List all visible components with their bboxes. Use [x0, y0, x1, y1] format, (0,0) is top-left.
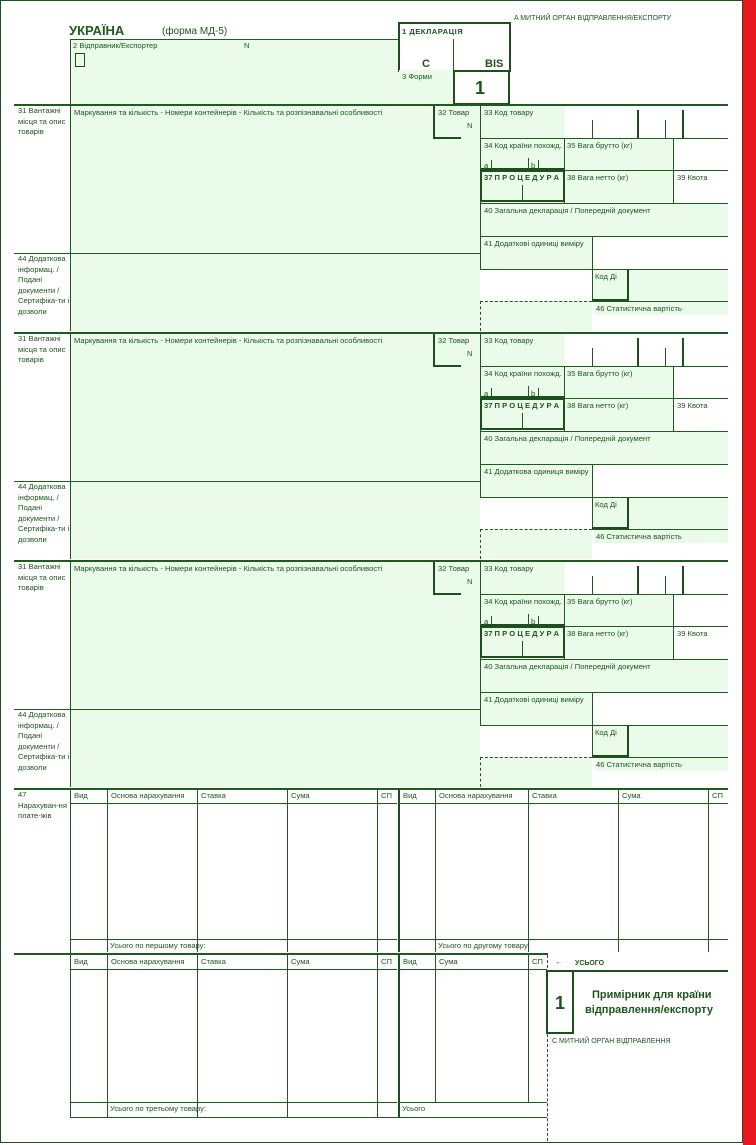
- pay-third-header-2: Ставка: [201, 957, 226, 966]
- commodity-code-label: 33 Код товару: [484, 336, 534, 345]
- dashed-top: [480, 301, 592, 302]
- pay-first-header-line: [70, 803, 397, 804]
- code-tick-2: [637, 566, 639, 594]
- declaration-c-label: C: [422, 58, 430, 70]
- pay-second-header-3: Сума: [622, 791, 641, 800]
- pay-second-header-1: Основа нарахування: [439, 791, 513, 800]
- origin-b-tick-1: [528, 158, 529, 170]
- row-line-44: [480, 269, 728, 270]
- supp-units-label: 41 Додаткова одиниця виміру: [484, 467, 589, 476]
- pay-first-col-2: [287, 789, 288, 952]
- col-line-41: [592, 236, 593, 301]
- stat-value-label: 46 Статистична вартість: [596, 760, 682, 769]
- item-n-label: N: [467, 577, 473, 586]
- add-info-separator: [14, 709, 480, 710]
- pay-fourth-total-label: Усього: [402, 1104, 426, 1113]
- marks-field[interactable]: [70, 334, 480, 481]
- origin-a-tick: [491, 616, 492, 625]
- col-line-39: [673, 366, 674, 431]
- item-box-left: [433, 334, 435, 366]
- net-weight-label: 38 Вага нетто (кг): [567, 629, 629, 638]
- pay-fourth-header-1: Сума: [439, 957, 458, 966]
- supp-units-label: 41 Додаткові одиниці виміру: [484, 239, 584, 248]
- pay-second-header-2: Ставка: [532, 791, 557, 800]
- code-tick-1: [592, 348, 593, 366]
- origin-a-label: a: [484, 389, 489, 398]
- quota-label: 39 Квота: [677, 629, 708, 638]
- pay-second-header-4: СП: [712, 791, 723, 800]
- pay-third-header-line: [70, 969, 397, 970]
- item-box-bottom: [433, 137, 461, 139]
- declaration-label: 1 ДЕКЛАРАЦІЯ: [402, 27, 464, 36]
- marks-field[interactable]: [70, 106, 480, 253]
- marks-label: Маркування та кількість - Номери контейнерів - Кількість та розпізнавальні особливості: [74, 336, 383, 345]
- procedure-label: 37 П Р О Ц Е Д У Р А: [484, 629, 560, 638]
- pay-first-header-0: Вид: [74, 791, 88, 800]
- row-line-41: [480, 692, 728, 693]
- forms-label: 3 Форми: [402, 72, 433, 81]
- row-line-34: [480, 594, 728, 595]
- stat-value-field[interactable]: [481, 529, 592, 559]
- origin-b-label: b: [531, 617, 536, 626]
- item-n-label: N: [467, 349, 473, 358]
- grand-total-arrow: ←: [555, 957, 563, 966]
- exporter-checkbox[interactable]: [75, 53, 85, 67]
- add-info-separator: [14, 253, 480, 254]
- col-line-41: [592, 464, 593, 529]
- cargo-label: 31 Вантажні місця та опис товарів: [18, 562, 66, 592]
- net-weight-label: 38 Вага нетто (кг): [567, 401, 629, 410]
- exporter-label: 2 Відправник/Експортер: [73, 41, 158, 50]
- stat-value-label: 46 Статистична вартість: [596, 532, 682, 541]
- row-line-40: [480, 203, 728, 204]
- item-n-label: N: [467, 121, 473, 130]
- row-line-44: [480, 725, 728, 726]
- gross-weight-label: 35 Вага брутто (кг): [567, 141, 633, 150]
- code-di-hook-h: [592, 299, 629, 301]
- pay-third-col-2: [287, 955, 288, 1118]
- col-line-39: [673, 138, 674, 203]
- dashed-left: [480, 529, 481, 559]
- code-tick-1: [592, 576, 593, 594]
- pay-third-col-0: [107, 955, 108, 1118]
- origin-b-tick-1: [528, 386, 529, 398]
- prev-document-label: 40 Загальна декларація / Попередній документ: [484, 434, 651, 443]
- procedure-tick: [522, 413, 523, 430]
- pay-second-total-label: Усього по другому товару:: [438, 941, 530, 950]
- pay-third-header-1: Основа нарахування: [111, 957, 185, 966]
- row-line-46: [592, 529, 728, 530]
- code-di-label: Код Ді: [595, 500, 617, 509]
- code-tick-1: [592, 120, 593, 138]
- pay-first-total-line: [70, 939, 397, 940]
- dashed-left: [480, 757, 481, 787]
- pay-third-col-3: [377, 955, 378, 1118]
- marks-field[interactable]: [70, 562, 480, 709]
- pay-divider-1: [398, 789, 400, 952]
- col-line-41: [592, 692, 593, 757]
- code-di-hook-v: [627, 269, 629, 301]
- origin-b-tick-1: [528, 614, 529, 626]
- form-name: (форма МД-5): [162, 26, 228, 37]
- left-column-line: [70, 334, 71, 559]
- code-di-hook-h: [592, 755, 629, 757]
- pay-third-header-3: Сума: [291, 957, 310, 966]
- pay-first-header-2: Ставка: [201, 791, 226, 800]
- code-tick-4: [682, 338, 684, 366]
- pay-third-total-line: [70, 1102, 397, 1103]
- pay-third-total-label: Усього по третьому товару:: [110, 1104, 207, 1113]
- pay-third-header-0: Вид: [74, 957, 88, 966]
- code-tick-3: [665, 120, 666, 138]
- pay-first-header-1: Основа нарахування: [111, 791, 185, 800]
- left-column-line: [70, 106, 71, 331]
- pay-second-col-1: [528, 789, 529, 952]
- pay-third-header-4: СП: [381, 957, 392, 966]
- code-di-label: Код Ді: [595, 728, 617, 737]
- code-di-hook-h: [592, 527, 629, 529]
- marks-label: Маркування та кількість - Номери контейнерів - Кількість та розпізнавальні особливості: [74, 564, 383, 573]
- cargo-label: 31 Вантажні місця та опис товарів: [18, 334, 66, 364]
- pay-second-total-line: [399, 939, 728, 940]
- pay-first-col-3: [377, 789, 378, 952]
- row-line-46: [592, 757, 728, 758]
- dashed-top: [480, 529, 592, 530]
- origin-b-tick-2: [538, 616, 539, 625]
- form-number: 1: [475, 78, 486, 98]
- add-info-field[interactable]: [70, 253, 480, 331]
- origin-a-label: a: [484, 161, 489, 170]
- left-column-line: [70, 562, 71, 787]
- pay-third-col-1: [197, 955, 198, 1118]
- origin-country-label: 34 Код країни похожд.: [484, 597, 562, 606]
- pay-first-header-3: Сума: [291, 791, 310, 800]
- origin-b-label: b: [531, 161, 536, 170]
- marks-label: Маркування та кількість - Номери контейнерів - Кількість та розпізнавальні особливості: [74, 108, 383, 117]
- item-label: 32 Товар: [438, 336, 470, 345]
- origin-a-tick: [491, 388, 492, 397]
- item-label: 32 Товар: [438, 108, 470, 117]
- dashed-left: [480, 301, 481, 331]
- stat-value-label: 46 Статистична вартість: [596, 304, 682, 313]
- pay-fourth-col-1: [435, 955, 436, 1102]
- code-tick-2: [637, 338, 639, 366]
- origin-b-label: b: [531, 389, 536, 398]
- pay-fourth-col-2: [528, 955, 529, 1102]
- code-di-label: Код Ді: [595, 272, 617, 281]
- row-line-41: [480, 464, 728, 465]
- pay-first-header-4: СП: [381, 791, 392, 800]
- add-info-label: 44 Додаткова інформац. / Подані документи / Сертифіка-ти і дозволи: [18, 254, 70, 316]
- payments-label: 47 Нарахуван-ня плате-жів: [18, 790, 67, 820]
- commodity-code-label: 33 Код товару: [484, 108, 534, 117]
- copy-title-line1: Примірник для країни: [592, 989, 712, 1001]
- copy-customs-label: C МИТНИЙ ОРГАН ВІДПРАВЛЕННЯ: [552, 1038, 671, 1045]
- dashed-top: [480, 757, 592, 758]
- cargo-label: 31 Вантажні місця та опис товарів: [18, 106, 66, 136]
- code-tick-2: [637, 110, 639, 138]
- procedure-label: 37 П Р О Ц Е Д У Р А: [484, 401, 560, 410]
- declaration-bis-label: BIS: [485, 58, 504, 70]
- pay-fourth-header-2: СП: [532, 957, 543, 966]
- gross-weight-label: 35 Вага брутто (кг): [567, 369, 633, 378]
- code-di-hook-v: [627, 725, 629, 757]
- pay-first-col-1: [197, 789, 198, 952]
- row-line-40: [480, 659, 728, 660]
- origin-a-label: a: [484, 617, 489, 626]
- row-line-46: [592, 301, 728, 302]
- pay-fourth-header-0: Вид: [403, 957, 417, 966]
- item-box-bottom: [433, 365, 461, 367]
- prev-document-label: 40 Загальна декларація / Попередній документ: [484, 662, 651, 671]
- code-tick-4: [682, 566, 684, 594]
- pay-second-col-3: [708, 789, 709, 952]
- exporter-n-label: N: [244, 41, 250, 50]
- code-tick-3: [665, 348, 666, 366]
- pay-second-col-2: [618, 789, 619, 952]
- payments-top-line: [14, 788, 728, 790]
- origin-country-label: 34 Код країни похожд.: [484, 369, 562, 378]
- red-margin-bar: [743, 0, 756, 1145]
- payments-mid-line: [14, 953, 548, 955]
- row-line-40: [480, 431, 728, 432]
- row-line-34: [480, 366, 728, 367]
- code-di-hook-v: [627, 497, 629, 529]
- pay-second-header-line: [399, 803, 728, 804]
- prev-document-label: 40 Загальна декларація / Попередній документ: [484, 206, 651, 215]
- procedure-label: 37 П Р О Ц Е Д У Р А: [484, 173, 560, 182]
- grand-total-label: УСЬОГО: [575, 960, 605, 967]
- col-line-39: [673, 594, 674, 659]
- origin-b-tick-2: [538, 160, 539, 169]
- code-tick-4: [682, 110, 684, 138]
- add-info-separator: [14, 481, 480, 482]
- pay-first-col-0: [107, 789, 108, 952]
- add-info-field[interactable]: [70, 709, 480, 787]
- quota-label: 39 Квота: [677, 173, 708, 182]
- quota-label: 39 Квота: [677, 401, 708, 410]
- procedure-tick: [522, 185, 523, 202]
- copy-number: 1: [555, 993, 566, 1013]
- pay-divider-2: [398, 955, 400, 1118]
- country-title: УКРАЇНА: [69, 23, 125, 38]
- code-tick-3: [665, 576, 666, 594]
- row-line-44: [480, 497, 728, 498]
- item-box-left: [433, 562, 435, 594]
- row-line-34: [480, 138, 728, 139]
- copy-title-line2: відправлення/експорту: [585, 1004, 713, 1016]
- add-info-field[interactable]: [70, 481, 480, 559]
- pay-fourth-header-line: [399, 969, 547, 970]
- add-info-label: 44 Додаткова інформац. / Подані документи / Сертифіка-ти і дозволи: [18, 482, 70, 544]
- pay-second-col-0: [435, 789, 436, 952]
- item-label: 32 Товар: [438, 564, 470, 573]
- add-info-label: 44 Додаткова інформац. / Подані документи / Сертифіка-ти і дозволи: [18, 710, 70, 772]
- item-box-left: [433, 106, 435, 138]
- stat-value-field[interactable]: [481, 301, 592, 331]
- pay-fourth-total-line: [399, 1102, 547, 1103]
- commodity-code-label: 33 Код товару: [484, 564, 534, 573]
- customs-office-label: A МИТНИЙ ОРГАН ВІДПРАВЛЕННЯ/ЕКСПОРТУ: [514, 15, 672, 22]
- origin-a-tick: [491, 160, 492, 169]
- pay-first-total-label: Усього по першому товару:: [110, 941, 206, 950]
- gross-weight-label: 35 Вага брутто (кг): [567, 597, 633, 606]
- origin-b-tick-2: [538, 388, 539, 397]
- row-line-41: [480, 236, 728, 237]
- net-weight-label: 38 Вага нетто (кг): [567, 173, 629, 182]
- origin-country-label: 34 Код країни похожд.: [484, 141, 562, 150]
- payments-bottom-line: [70, 1117, 547, 1118]
- procedure-tick: [522, 641, 523, 658]
- pay-second-header-0: Вид: [403, 791, 417, 800]
- item-box-bottom: [433, 593, 461, 595]
- supp-units-label: 41 Додаткові одиниці виміру: [484, 695, 584, 704]
- stat-value-field[interactable]: [481, 757, 592, 787]
